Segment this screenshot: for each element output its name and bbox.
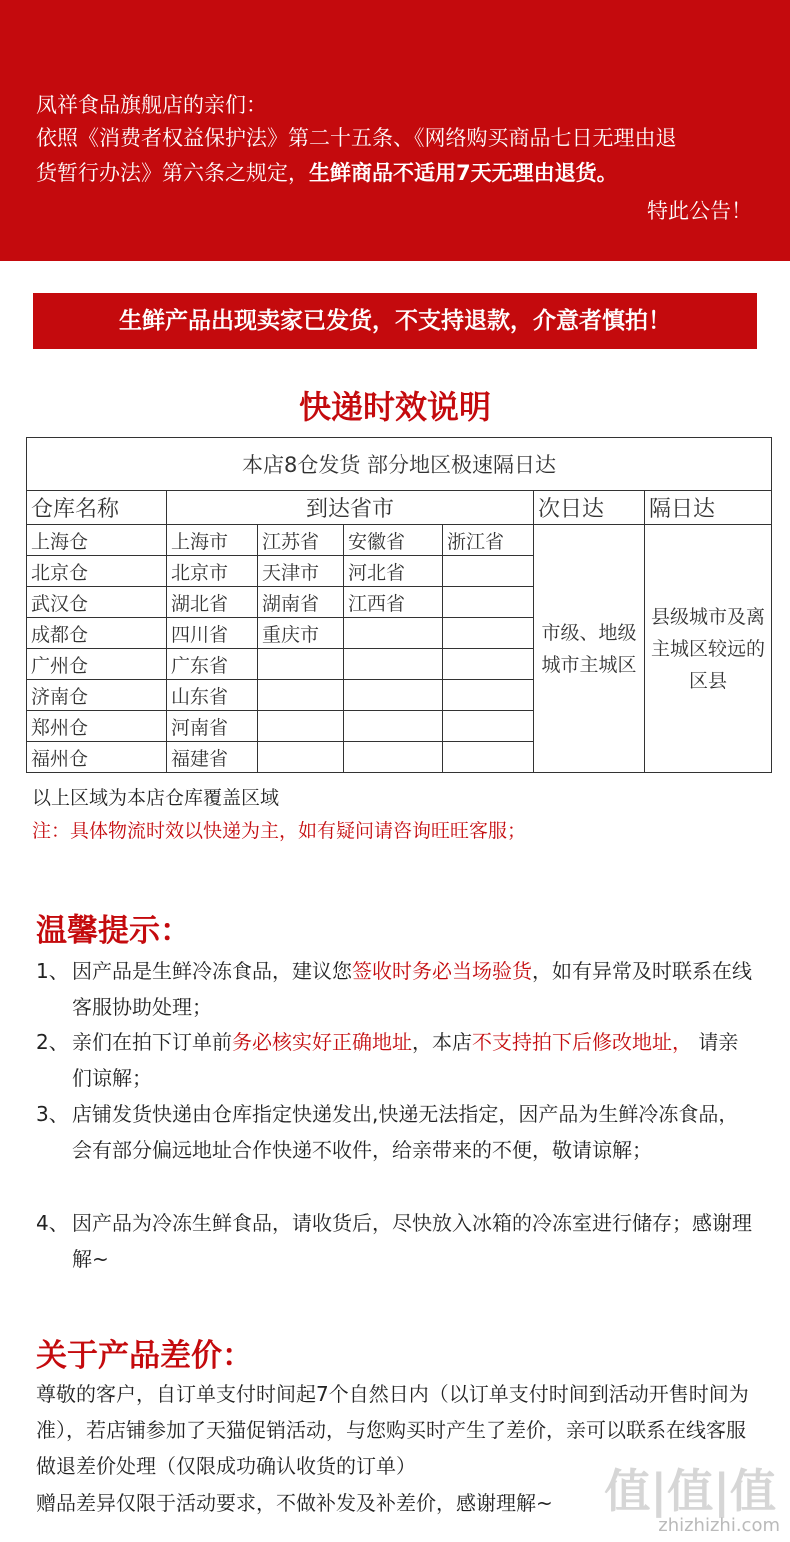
banner-greeting: 凤祥食品旗舰店的亲们： [36, 93, 267, 117]
announcement-banner [0, 0, 790, 261]
province-cell [443, 556, 534, 587]
next-day-desc: 市级、地级城市主城区 [534, 525, 645, 773]
province-cell: 北京市 [167, 556, 258, 587]
price-body: 尊敬的客户，自订单支付时间起7个自然日内（以订单支付时间到活动开售时间为准），若店铺参加了天猫促销活动，与您购买时产生了差价，亲可以联系在线客服做退差价处理（仅限成功确认收货的订单） [36, 1382, 749, 1478]
province-cell [443, 711, 534, 742]
province-cell [258, 649, 344, 680]
inspect-emphasis: 签收时务必当场验货 [352, 959, 532, 983]
banner-law-line: 依照《消费者权益保护法》第二十五条、《网络购买商品七日无理由退 [36, 126, 677, 150]
tip-item-4: 4、 因产品为冷冻生鲜食品，请收货后，尽快放入冰箱的冷冻室进行储存；感谢理解~ [36, 1205, 756, 1277]
province-cell: 湖北省 [167, 587, 258, 618]
province-cell: 河南省 [167, 711, 258, 742]
warehouse-cell: 上海仓 [27, 525, 167, 556]
shipping-table [26, 437, 772, 773]
tip-item-3: 3、 店铺发货快递由仓库指定快递发出,快递无法指定，因产品为生鲜冷冻食品，会有部分偏远地址合作快递不收件，给亲带来的不便，敬请谅解； [36, 1096, 756, 1168]
banner-signoff: 特此公告！ [647, 199, 752, 223]
tip-number: 3、 [36, 1102, 69, 1126]
warehouse-cell: 郑州仓 [27, 711, 167, 742]
tips-title: 温馨提示： [36, 913, 191, 949]
header-warehouse: 仓库名称 [27, 491, 167, 525]
address-emphasis: 务必核实好正确地址 [232, 1030, 412, 1054]
second-day-desc: 县级城市及离主城区较远的区县 [645, 525, 772, 773]
banner-no-return-emphasis: 生鲜商品不适用7天无理由退货。 [309, 161, 618, 185]
province-cell: 江西省 [344, 587, 443, 618]
header-next-day: 次日达 [534, 491, 645, 525]
province-cell [443, 742, 534, 773]
shipping-section-title: 快递时效说明 [298, 388, 491, 426]
warehouse-cell: 福州仓 [27, 742, 167, 773]
tip-number: 1、 [36, 959, 69, 983]
tip-item-2: 2、 亲们在拍下订单前务必核实好正确地址，本店不支持拍下后修改地址， 请亲们谅解； [36, 1024, 756, 1096]
province-cell: 河北省 [344, 556, 443, 587]
province-cell: 四川省 [167, 618, 258, 649]
province-cell: 重庆市 [258, 618, 344, 649]
table-caption: 本店8仓发货 部分地区极速隔日达 [27, 438, 772, 491]
province-cell [344, 711, 443, 742]
province-cell: 福建省 [167, 742, 258, 773]
province-cell: 山东省 [167, 680, 258, 711]
tip-number: 4、 [36, 1211, 69, 1235]
header-second-day: 隔日达 [645, 491, 772, 525]
province-cell [258, 742, 344, 773]
warehouse-cell: 武汉仓 [27, 587, 167, 618]
coverage-note: 以上区域为本店仓库覆盖区域 [32, 787, 280, 809]
province-cell: 上海市 [167, 525, 258, 556]
province-cell [443, 680, 534, 711]
province-cell [258, 680, 344, 711]
price-title: 关于产品差价： [36, 1338, 253, 1374]
warehouse-cell: 成都仓 [27, 618, 167, 649]
tip-item-1: 1、 因产品是生鲜冷冻食品，建议您签收时务必当场验货，如有异常及时联系在线客服协助处理； [36, 953, 756, 1025]
province-cell [344, 680, 443, 711]
watermark-logo: 值|值|值 [604, 1464, 776, 1518]
warehouse-cell: 济南仓 [27, 680, 167, 711]
watermark-site: zhizhizhi.com [658, 1515, 780, 1536]
no-modify-emphasis: 不支持拍下后修改地址， [472, 1030, 692, 1054]
province-cell [443, 618, 534, 649]
province-cell [344, 742, 443, 773]
banner-law-line-2: 货暂行办法》第六条之规定，生鲜商品不适用7天无理由退货。 [36, 161, 618, 185]
logistics-red-note: 注：具体物流时效以快递为主，如有疑问请咨询旺旺客服； [32, 820, 527, 842]
province-cell: 浙江省 [443, 525, 534, 556]
tip-number: 2、 [36, 1030, 69, 1054]
header-provinces: 到达省市 [167, 491, 534, 525]
province-cell [258, 711, 344, 742]
province-cell: 安徽省 [344, 525, 443, 556]
province-cell [344, 618, 443, 649]
province-cell: 湖南省 [258, 587, 344, 618]
province-cell: 广东省 [167, 649, 258, 680]
no-refund-notice: 生鲜产品出现卖家已发货，不支持退款，介意者慎拍！ [33, 293, 757, 349]
province-cell [344, 649, 443, 680]
table-row [27, 525, 772, 556]
warehouse-cell: 北京仓 [27, 556, 167, 587]
province-cell: 江苏省 [258, 525, 344, 556]
province-cell [443, 649, 534, 680]
warehouse-cell: 广州仓 [27, 649, 167, 680]
province-cell: 天津市 [258, 556, 344, 587]
price-body-2: 赠品差异仅限于活动要求，不做补发及补差价，感谢理解~ [36, 1491, 553, 1515]
province-cell [443, 587, 534, 618]
